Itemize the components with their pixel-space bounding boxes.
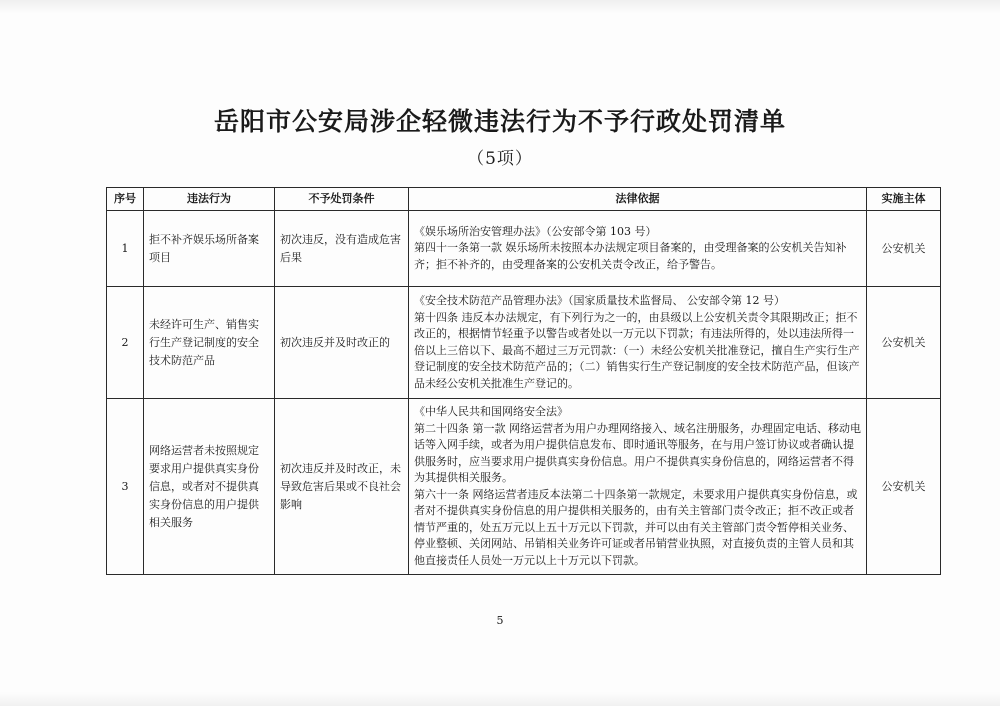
row-legal-basis [409,211,867,287]
row-legal-basis [409,399,867,575]
penalty-exemption-table [106,187,941,575]
header-condition: 不予处罚条件 [275,188,409,211]
row-subject: 公安机关 [867,399,941,575]
row-condition: 初次违反并及时改正的 [275,287,409,399]
row-legal-basis [409,287,867,399]
scan-edge-bottom [0,692,1000,706]
basis-article: 第六十一条 网络运营者违反本法第二十四条第一款规定，未要求用户提供真实身份信息，或者对不提供真实身份信息的用户提供相关服务的，由有关主管部门责令改正；拒不改正或者情节严重的，处五万元以上五十万元以下罚款，并可以由有关主管部门责令暂停相关业务、停业整顿、关闭网站、吊销相关业务许可证或者吊销营业执照，对直接负责的主管人员和其他直接责任人员处一万元以上十万元以下罚款。 [414,487,858,567]
row-violation: 网络运营者未按照规定要求用户提供真实身份信息，或者对不提供真实身份信息的用户提供相关服务 [144,399,275,575]
document-subtitle: （5项） [467,149,533,169]
header-no: 序号 [107,188,144,211]
row-subject: 公安机关 [867,211,941,287]
basis-law-title: 《娱乐场所治安管理办法》（公安部令第 103 号） [414,224,657,238]
row-violation: 拒不补齐娱乐场所备案项目 [144,211,275,287]
page-number: 5 [496,614,504,627]
table-row [107,287,941,399]
scan-edge-top [0,0,1000,14]
document-title: 岳阳市公安局涉企轻微违法行为不予行政处罚清单 [213,107,786,136]
row-number: 2 [107,287,144,399]
header-basis: 法律依据 [409,188,867,211]
header-subject: 实施主体 [867,188,941,211]
header-act: 违法行为 [144,188,275,211]
basis-law-title: 《中华人民共和国网络安全法》 [414,405,568,418]
table-row [107,211,941,287]
basis-article: 第四十一条第一款 娱乐场所未按照本办法规定项目备案的，由受理备案的公安机关告知补齐；拒不补齐的，由受理备案的公安机关责令改正，给予警告。 [414,241,847,271]
table-header-row [107,188,941,211]
table-row [107,399,941,575]
row-condition: 初次违反，没有造成危害后果 [275,211,409,287]
basis-law-title: 《安全技术防范产品管理办法》（国家质量技术监督局、 公安部令第 12 号） [414,294,785,307]
row-number: 3 [107,399,144,575]
row-condition: 初次违反并及时改正，未导致危害后果或不良社会影响 [275,399,409,575]
row-number: 1 [107,211,144,287]
basis-article: 第十四条 违反本办法规定，有下列行为之一的，由县级以上公安机关责令其限期改正；拒不改正的，根据情节轻重予以警告或者处以一万元以下罚款；有违法所得的，处以违法所得一倍以上三倍以下、最高不超过三万元罚款：（一）未经公安机关批准登记，擅自生产实行生产登记制度的安全技术防范产品的；（二）销售实行生产登记制度的安全技术防范产品，但该产品未经公安机关批准生产登记的。 [414,310,860,390]
row-violation: 未经许可生产、销售实行生产登记制度的安全技术防范产品 [144,287,275,399]
row-subject: 公安机关 [867,287,941,399]
basis-article: 第二十四条 第一款 网络运营者为用户办理网络接入、域名注册服务，办理固定电话、移动电话等入网手续，或者为用户提供信息发布、即时通讯等服务，在与用户签订协议或者确认提供服务时，应当要求用户提供真实身份信息。用户不提供真实身份信息的，网络运营者不得为其提供相关服务。 [414,421,861,484]
